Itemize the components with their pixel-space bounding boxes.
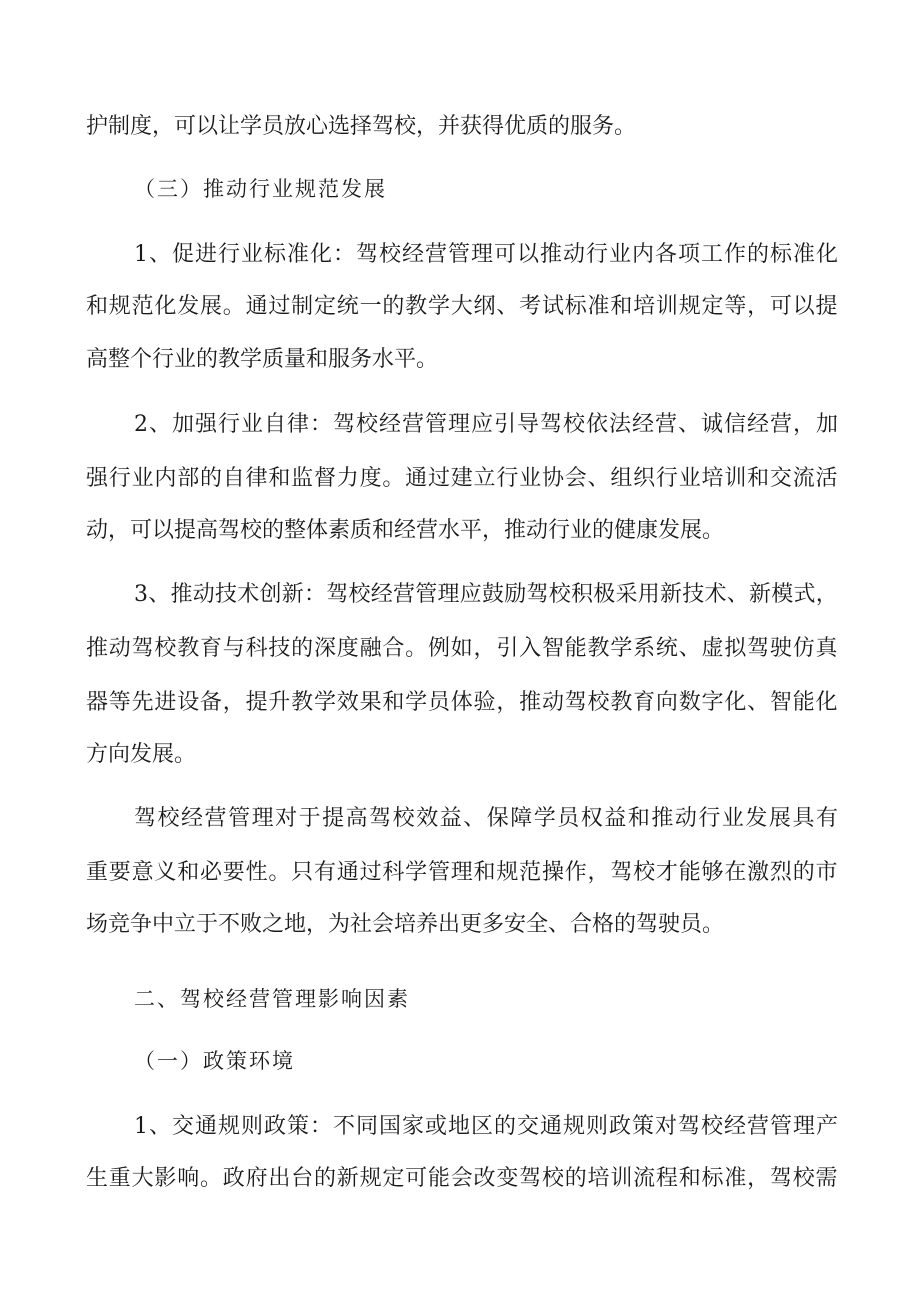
paragraph-line: 护制度，可以让学员放心选择驾校，并获得优质的服务。	[86, 114, 637, 139]
paragraph-line: 2 、 加 强 行 业 自 律 ： 驾 校 经 营 管 理 应 引 导 驾 校 依 法 经 营 、 诚 信 经 营 ， 加	[134, 412, 838, 437]
subsection-heading: （一）政策环境	[134, 1049, 295, 1073]
paragraph-line: 方向发展。	[86, 742, 197, 767]
section-heading: 二、驾校经营管理影响因素	[134, 987, 410, 1011]
paragraph-line: 强 行 业 内 部 的 自 律 和 监 督 力 度 。 通 过 建 立 行 业 协 会 、 组 织 行 业 培 训 和 交 流 活	[86, 466, 838, 491]
paragraph-line: 推 动 驾 校 教 育 与 科 技 的 深 度 融 合 。 例 如 ， 引 入 智 能 教 学 系 统 、 虚 拟 驾 驶 仿 真	[86, 636, 838, 661]
paragraph-line: 场竞争中立于不败之地，为社会培养出更多安全、合格的驾驶员。	[86, 912, 725, 937]
paragraph-line: 驾 校 经 营 管 理 对 于 提 高 驾 校 效 益 、 保 障 学 员 权 益 和 推 动 行 业 发 展 具 有	[134, 806, 838, 831]
paragraph-line: 1 、 促 进 行 业 标 准 化 ： 驾 校 经 营 管 理 可 以 推 动 行 业 内 各 项 工 作 的 标 准 化	[134, 242, 838, 267]
paragraph-line: 器 等 先 进 设 备 ， 提 升 教 学 效 果 和 学 员 体 验 ， 推 动 驾 校 教 育 向 数 字 化 、 智 能 化	[86, 690, 838, 715]
paragraph-line: 重 要 意 义 和 必 要 性 。 只 有 通 过 科 学 管 理 和 规 范 操 作 ， 驾 校 才 能 够 在 激 烈 的 市	[86, 860, 838, 885]
section-heading: （三）推动行业规范发展	[134, 177, 387, 201]
paragraph-line: 3 、 推 动 技 术 创 新 ： 驾 校 经 营 管 理 应 鼓 励 驾 校 积 极 采 用 新 技 术 、 新 模 式 ，	[134, 582, 838, 607]
paragraph-line: 和 规 范 化 发 展 。 通 过 制 定 统 一 的 教 学 大 纲 、 考 试 标 准 和 培 训 规 定 等 ， 可 以 提	[86, 294, 838, 319]
paragraph-line: 1 、 交 通 规 则 政 策 ： 不 同 国 家 或 地 区 的 交 通 规 则 政 策 对 驾 校 经 营 管 理 产	[134, 1114, 838, 1139]
paragraph-line: 生 重 大 影 响 。 政 府 出 台 的 新 规 定 可 能 会 改 变 驾 校 的 培 训 流 程 和 标 准 ， 驾 校 需	[86, 1166, 838, 1191]
paragraph-line: 高整个行业的教学质量和服务水平。	[86, 347, 439, 372]
paragraph-line: 动，可以提高驾校的整体素质和经营水平，推动行业的健康发展。	[86, 518, 725, 543]
